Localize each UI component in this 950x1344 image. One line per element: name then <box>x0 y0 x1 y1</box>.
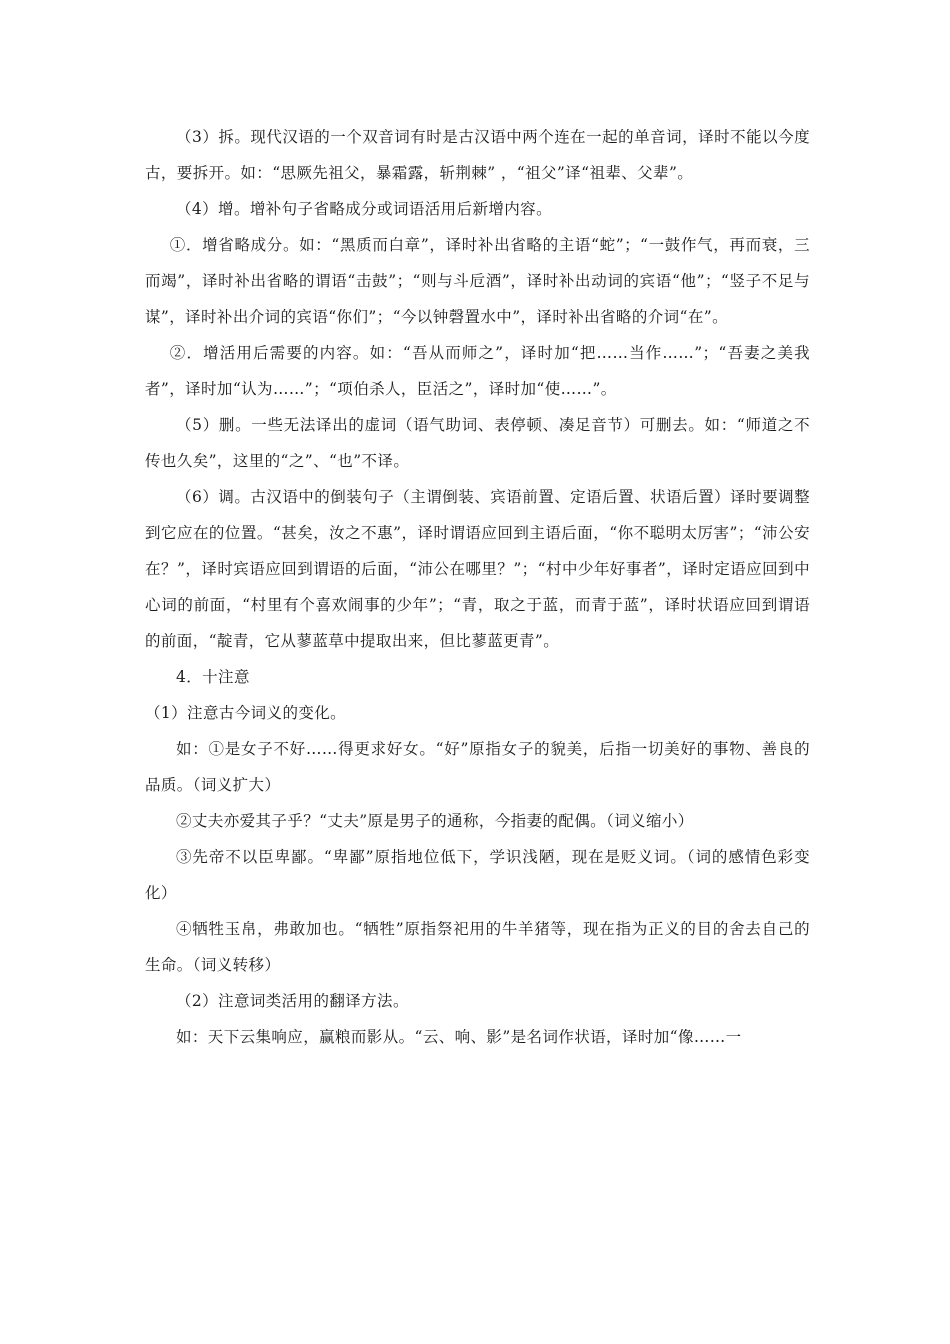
example-transfer: ④牺牲玉帛，弗敢加也。“牺牲”原指祭祀用的牛羊猪等，现在指为正义的目的舍去自己的生命。（词义转移） <box>145 920 810 974</box>
example-connotation: ③先帝不以臣卑鄙。“卑鄙”原指地位低下，学识浅陋，现在是贬义词。（词的感情色彩变化） <box>145 848 810 902</box>
paragraph-tiao: （6）调。古汉语中的倒装句子（主谓倒装、宾语前置、定语后置、状语后置）译时要调整到它应在的位置。“甚矣，汝之不惠”，译时谓语应回到主语后面，“你不聪明太厉害”；“沛公安在？”，译时宾语应回到谓语的后面，“沛公在哪里？”；“村中少年好事者”，译时定语应回到中心词的前面，“村里有个喜欢闹事的少年”；“青，取之于蓝，而青于蓝”，译时状语应回到谓语的前面，“靛青，它从蓼蓝草中提取出来，但比蓼蓝更青”。 <box>145 488 810 650</box>
example-noun-adverbial: 如：天下云集响应，赢粮而影从。“云、响、影”是名词作状语，译时加“像……一 <box>176 1028 742 1046</box>
paragraph-zeng-usage: ②．增活用后需要的内容。如：“吾从而师之”，译时加“把……当作……”；“吾妻之美我者”，译时加“认为……”；“项伯杀人，臣活之”，译时加“使……”。 <box>145 344 810 398</box>
paragraph-shan: （5）删。一些无法译出的虚词（语气助词、表停顿、凑足音节）可删去。如：“师道之不传也久矣”，这里的“之”、“也”不译。 <box>145 416 810 470</box>
paragraph-zeng: （4）增。增补句子省略成分或词语活用后新增内容。 <box>176 200 552 218</box>
paragraph-chai: （3）拆。现代汉语的一个双音词有时是古汉语中两个连在一起的单音词，译时不能以今度古，要拆开。如：“思厥先祖父，暴霜露，斩荆棘” ，“祖父”译“祖辈、父辈”。 <box>145 128 810 182</box>
document-body <box>145 119 810 1055</box>
subheading-word-meaning: （1）注意古今词义的变化。 <box>145 704 347 722</box>
section-heading-ten-notes: 4．十注意 <box>176 668 250 686</box>
example-narrowing: ②丈夫亦爱其子乎？“丈夫”原是男子的通称，今指妻的配偶。（词义缩小） <box>176 812 694 830</box>
paragraph-zeng-omitted: ①．增省略成分。如：“黑质而白章”，译时补出省略的主语“蛇”；“一鼓作气，再而衰，三而竭”，译时补出省略的谓语“击鼓”；“则与斗卮酒”，译时补出动词的宾语“他”；“竖子不足与谋”，译时补出介词的宾语“你们”；“今以钟磬置水中”，译时补出省略的介词“在”。 <box>145 236 810 326</box>
example-expansion: 如：①是女子不好……得更求好女。“好”原指女子的貌美，后指一切美好的事物、善良的品质。（词义扩大） <box>145 740 810 794</box>
subheading-word-class: （2）注意词类活用的翻译方法。 <box>176 992 409 1010</box>
